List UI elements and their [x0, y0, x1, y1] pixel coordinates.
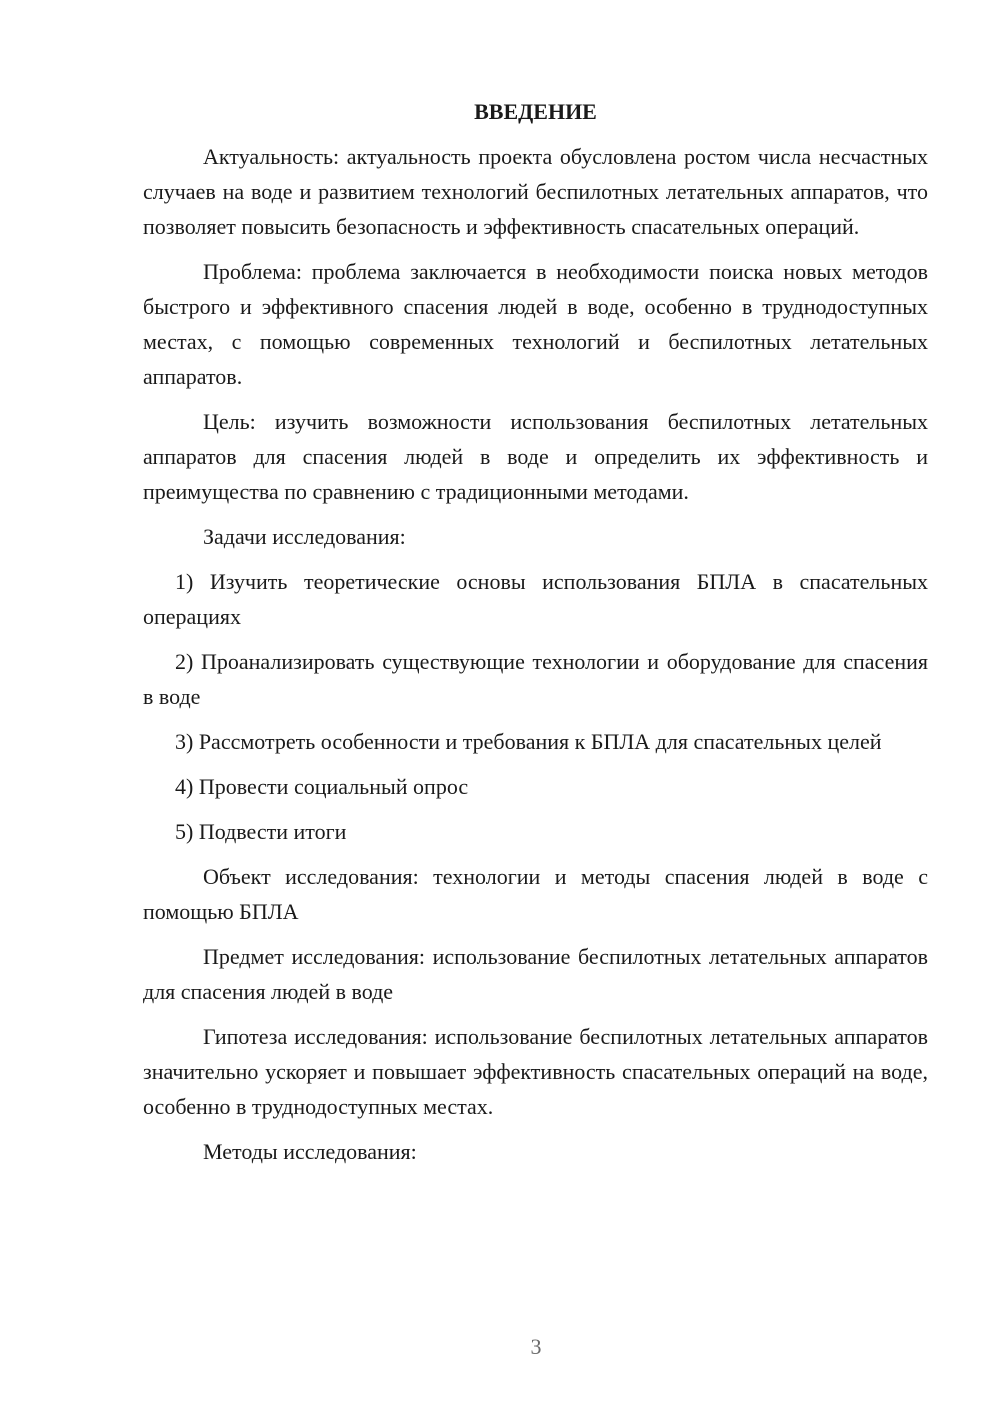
goal-paragraph: Цель: изучить возможности использования беспилотных летательных аппаратов для спасения людей в воде и определить их эффективность и преимущества по сравнению с традиционными методами.: [143, 409, 928, 504]
task-item-2: 2) Проанализировать существующие технологии и оборудование для спасения в воде: [143, 649, 928, 709]
methods-heading: Методы исследования:: [203, 1139, 417, 1164]
task-item-3: 3) Рассмотреть особенности и требования к БПЛА для спасательных целей: [175, 729, 882, 754]
object-paragraph: Объект исследования: технологии и методы спасения людей в воде с помощью БПЛА: [143, 864, 928, 924]
task-item-5: 5) Подвести итоги: [175, 819, 347, 844]
section-title: ВВЕДЕНИЕ: [474, 99, 597, 124]
task-item-4: 4) Провести социальный опрос: [175, 774, 469, 799]
page-content: [143, 94, 928, 1179]
tasks-heading: Задачи исследования:: [203, 524, 406, 549]
subject-paragraph: Предмет исследования: использование беспилотных летательных аппаратов для спасения людей в воде: [143, 944, 928, 1004]
tasks-list: [143, 564, 928, 849]
problem-paragraph: Проблема: проблема заключается в необходимости поиска новых методов быстрого и эффективного спасения людей в воде, особенно в труднодоступных местах, с помощью современных технологий и беспилотных летательных аппаратов.: [143, 259, 928, 389]
hypothesis-paragraph: Гипотеза исследования: использование беспилотных летательных аппаратов значительно ускоряет и повышает эффективность спасательных операций на воде, особенно в труднодоступных местах.: [143, 1024, 928, 1119]
relevance-paragraph: Актуальность: актуальность проекта обусловлена ростом числа несчастных случаев на воде и развитием технологий беспилотных летательных аппаратов, что позволяет повысить безопасность и эффективность спасательных операций.: [143, 144, 928, 239]
page-number: 3: [530, 1334, 542, 1359]
task-item-1: 1) Изучить теоретические основы использования БПЛА в спасательных операциях: [143, 569, 928, 629]
